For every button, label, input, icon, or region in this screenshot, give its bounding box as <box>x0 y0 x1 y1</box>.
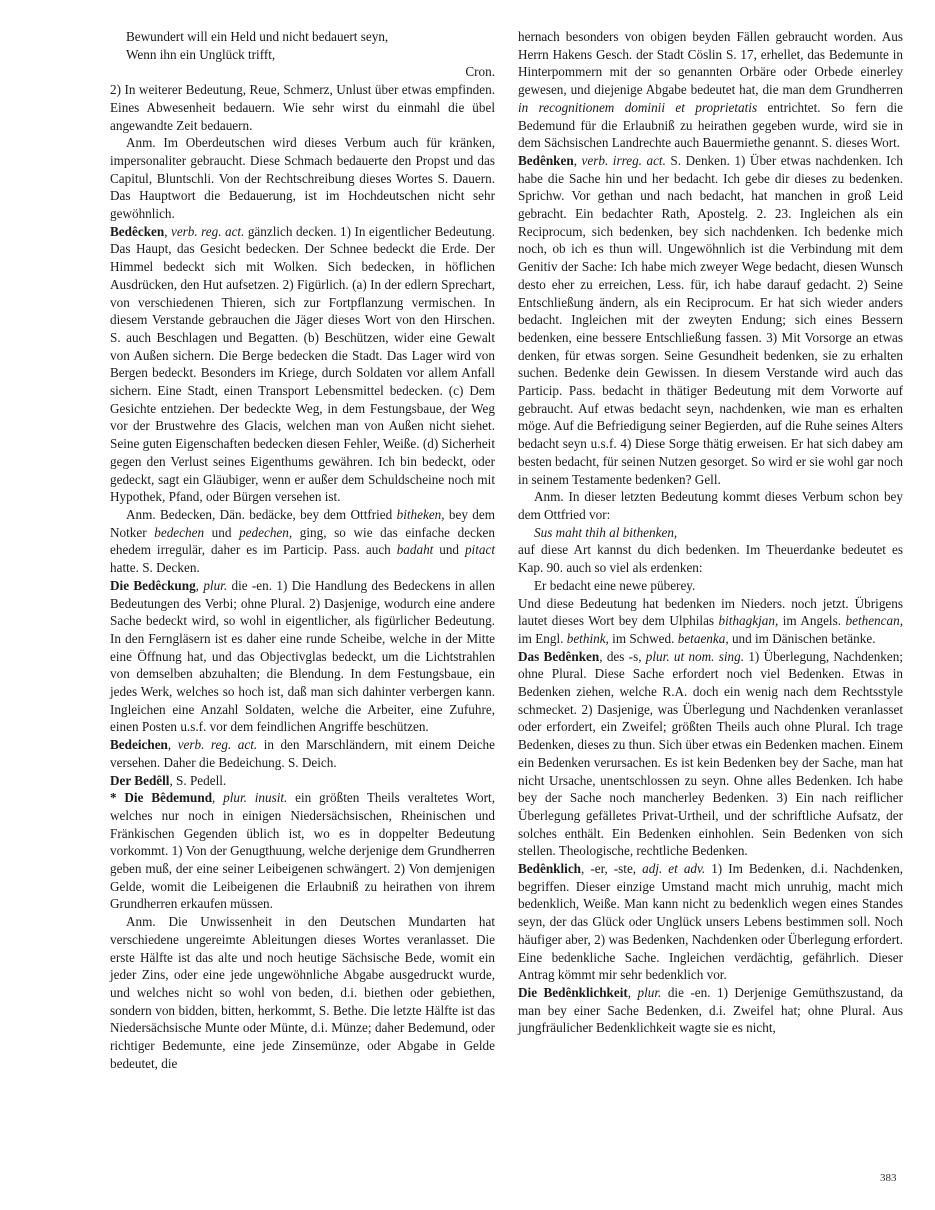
body-text: entrichtet. So fern die Bedemund für die Erlaubniß zu heirathen gegeben wurde, wird sie in dem Sächsischen Landrechte auch Bauermiethe genannt. S. dieses Wort. <box>518 99 903 151</box>
italic-text: bithagkjan, <box>718 613 779 629</box>
right-column <box>518 28 903 1037</box>
paragraph <box>518 28 903 152</box>
body-text: 1) Überlegung, Nachdenken; ohne Plural. Diese Sache erfordert noch viel Bedenken. Etwas in Bedenken ziehen, welche R.A. doch ein wenig nach dem Rechtsstyle schmecket. 2) Dasjenige, was Überlegung und Nachdenken veranlasset oder erfordert, ein Zweifel; größten Theils auch ohne Plural. Ich trage Bedenken, dieses zu thun. Sich über etwas ein Bedenken machen. Einem ein Bedenken verursachen. Es ist kein Bedenken bey der Sache, man hat nicht Ursache, unentschlossen zu seyn. Ohne alles Bedenken. Ich habe bey der Sache noch mancherley Bedenken. 3) Ein nach reiflicher Überlegung gefälletes Privat-Urtheil, und der schriftliche Aufsatz, der solches enthält. Ein Bedenken einhohlen. Sein Bedenken von sich stellen. Theologische, rechtliche Bedenken. <box>518 648 903 859</box>
entry-headword: Bedeichen <box>110 737 168 753</box>
body-text: , <box>627 984 638 1000</box>
body-text: , <box>573 152 582 168</box>
paragraph <box>110 736 495 771</box>
italic-text: bethencan, <box>845 613 903 629</box>
body-text: , <box>212 790 224 806</box>
body-text: 1) Im Bedenken, d.i. Nachdenken, begriffen. Dieser einzige Umstand macht mich unruhig, macht mich bedenklich, Weiße. Man kann nicht zu bedenklich wegen eines Standes seyn, der das Glück oder Unglück unsers Lebens bestimmen soll. Noch häufiger aber, 2) was Bedenken, Nachdenken oder Überlegung erfordert. Eine bedenkliche Sache. Ingleichen verdächtig, gefährlich. Dieser Antrag kömmt mir sehr bedenklich vor. <box>518 861 903 983</box>
citation <box>110 63 495 81</box>
entry-headword: Das Bedênken <box>518 648 600 664</box>
paragraph <box>518 595 903 648</box>
verse-line <box>518 577 903 595</box>
body-text: und <box>433 542 465 558</box>
body-text: Anm. In dieser letzten Bedeutung kommt dieses Verbum schon bey dem Ottfried vor: <box>518 489 903 522</box>
paragraph <box>518 152 903 488</box>
paragraph <box>518 488 903 523</box>
body-text: im Engl. <box>518 630 567 646</box>
paragraph <box>518 860 903 984</box>
italic-text: verb. irreg. act. <box>581 152 666 168</box>
entry-headword: Bedêcken <box>110 223 165 239</box>
italic-text: bedechen <box>154 524 205 540</box>
body-text: , S. Pedell. <box>169 772 227 788</box>
body-text: Cron. <box>465 64 495 80</box>
body-text: , des -s, <box>599 648 646 664</box>
body-text: , <box>195 577 204 593</box>
body-text: und <box>204 524 240 540</box>
entry-headword: Bedênken <box>518 152 574 168</box>
italic-text: betaenka, <box>677 630 729 646</box>
left-column <box>110 28 495 1072</box>
paragraph <box>518 648 903 860</box>
entry-headword: Die Bedênklichkeit <box>518 984 628 1000</box>
paragraph <box>110 81 495 134</box>
paragraph <box>110 772 495 790</box>
body-text: in den Marschländern, mit einem Deiche versehen. Daher die Bedeichung. S. Deich. <box>110 737 495 770</box>
paragraph <box>518 984 903 1037</box>
body-text: Anm. Im Oberdeutschen wird dieses Verbum auch für kränken, impersonaliter gebraucht. Diese Schmach bedauerte den Propst und das Capitul, Bluntschli. Von der Rechtschreibung dieses Wortes S. Dauern. Das Hauptwort die Bedauerung, ist im Hochdeutschen nicht sehr gewöhnlich. <box>110 135 495 222</box>
body-text: die -en. 1) Die Handlung des Bedeckens in allen Bedeutungen des Verbi; ohne Plural. 2) Dasjenige, wodurch eine andere Sache bedeckt wird, so wohl in eigentlicher, als figürlicher Bedeutung. In den Ferngläsern ist es daher eine runde Scheibe, welche in der Mitte eine Öffnung hat, und das Objectivglas bedeckt, um die Lichtstrahlen von demselben abzuhalten; die Blendung. In dem Festungsbaue, ein jedes Werk, welches so hoch ist, daß man sich dahinter verbergen kann. Ingleichen eine Anzahl Soldaten, welche die Arbeiter, eine Zufuhre, einen Posten u.s.f. vor dem feindlichen Angriffe beschützen. <box>110 577 496 735</box>
body-text: , <box>167 737 178 753</box>
body-text: hernach besonders von obigen beyden Fällen gebraucht worden. Aus Herrn Hakens Gesch. der Stadt Cöslin S. 17, erhellet, das Bedemunte in Hinterpommern mit der so genannten Orbäre oder Orbede einerley gewesen, und diejenige Abgabe bedeutet hat, die man dem Grundherren <box>518 29 903 98</box>
italic-text: pitact <box>464 542 495 558</box>
italic-text: Sus maht thih al bithenken, <box>534 524 678 540</box>
paragraph <box>110 506 495 577</box>
body-text: auf diese Art kannst du dich bedenken. Im Theuerdanke bedeutet es Kap. 90. auch so viel als erdenken: <box>518 542 903 576</box>
body-text: , -er, -ste, <box>581 861 643 877</box>
body-text: und im Dänischen betänke. <box>728 630 876 646</box>
body-text: Wenn ihn ein Unglück trifft, <box>126 46 276 62</box>
body-text: Anm. Die Unwissenheit in den Deutschen Mundarten hat verschiedene ungereimte Ableitungen dieses Wortes veranlasset. Die erste Hälfte ist das alte und noch heutige Sächsische Bede, womit ein jeder Zins, oder eine jede ungewöhnliche Abgabe ausgedruckt wurde, und welches nicht so wohl von beden, d.i. biethen oder gebiethen, sondern von bidden, bitten, herkommt, S. Bethe. Die letzte Hälfte ist das Niedersächsische Munte oder Münte, d.i. Münze; daher Bedemund, oder richtiger Bedemunte, eine jede Zinsemünze, oder Abgabe in Gelde bedeutet, die <box>110 914 495 1071</box>
entry-headword: * Die Bêdemund <box>110 790 213 806</box>
italic-text: bitheken, <box>396 506 445 522</box>
italic-text: plur. <box>637 984 662 1000</box>
verse-line <box>110 28 495 46</box>
body-text: Anm. Bedecken, Dän. bedäcke, bey dem Ottfried <box>126 506 397 522</box>
verse-line <box>518 524 903 542</box>
paragraph <box>518 541 903 576</box>
body-text: Und diese Bedeutung hat bedenken im Nieders. noch jetzt. Übrigens lautet dieses Wort bey dem Ulphilas <box>518 595 903 629</box>
body-text: gänzlich decken. 1) In eigentlicher Bedeutung. Das Haupt, das Gesicht bedecken. Der Schnee bedeckt die Erde. Der Himmel bedeckt sich mit Wolken. Sich bedecken, in höflichen Ausdrücken, den Hut aufsetzen. 2) Figürlich. (a) In der edlern Sprechart, von verschiedenen Thieren, sich zur Fortpflanzung vermischen. In diesem Verstande gebrauchen die Jäger dieses Wort von den Hirschen. S. auch Beschlagen und Begatten. (b) Beschützen, wider eine Gewalt von Außen sichern. Die Berge bedecken die Stadt. Das Lager wird von Bergen bedeckt. Besonders im Kriege, durch Soldaten vor allem Anfall sichern. Eine Stadt, einen Transport Lebensmittel bedecken. (c) Dem Gesichte entziehen. Der bedeckte Weg, in dem Festungsbaue, der Weg vor der Brustwehre des Glacis, welchen man von Außen nicht siehet. Seine guten Eigenschaften bedecken diesen Fehler, Weiße. (d) Sicherheit gegen den Verlust seines Eigenthums gewähren. Ich bin bedeckt, oder gedeckt, sagt ein Gläubiger, wenn er außer dem Schuldscheine noch mit Hypothek, Pfand, oder Bürgen versehen ist. <box>110 223 496 505</box>
italic-text: in recognitionem dominii et proprietatis <box>518 99 758 115</box>
body-text: bey dem Notker <box>110 506 495 540</box>
body-text: im Angels. <box>778 613 846 629</box>
italic-text: verb. reg. act. <box>170 223 245 239</box>
page-number: 383 <box>880 1172 897 1184</box>
italic-text: plur. <box>203 577 228 593</box>
paragraph <box>110 577 495 736</box>
italic-text: plur. inusit. <box>223 790 288 806</box>
body-text: S. Denken. 1) Über etwas nachdenken. Ich habe die Sache hin und her bedacht. Ich gebe dir dieses zu bedenken. Sprichw. Vor gethan und nach bedacht, hat manchen in groß Leid gebracht. Ein bedachter Rath, Apostelg. 2. 23. Ingleichen als ein Reciprocum, sich bedenken, bey sich nachdenken. Ich bedenke mich noch, ob ich es thun will. Ungewöhnlich ist die Verbindung mit dem Genitiv der Sache: Ich habe mich zweyer Wege bedacht, diesen Wunsch desto eher zu erreichen, Less. für, ich habe darauf gedacht. 2) Seine Entschließung ändern, als ein Reciprocum. Er hat sich wieder anders bedacht. Ingleichen mit der zweyten Endung; sich eines Bessern bedenken, eine bessere Entschließung fassen. 3) Mit Vorsorge an etwas denken, für etwas sorgen. Seine Gesundheit bedenken, sie zu erhalten suchen. Bedenke dein Gewissen. In diesem Verstande wird auch das Particip. Pass. bedacht in thätiger Bedeutung mit dem Vorworte auf gebraucht. Auf etwas bedacht seyn, nachdenken, wie man es erhalten möge. Auf die Befriedigung seiner Begierden, auf die Ruhe seines Alters bedacht seyn u.s.f. 4) Diese Sorge thätig erweisen. Er hat sich dabey am besten bedacht, für seinen Nutzen gesorget. So wird er sie wohl gar noch in seinem Testamente bedenken? Gell. <box>518 152 903 487</box>
body-text: ging, so wie das einfache decken ehedem irregulär, daher es im Particip. Pass. auch <box>110 524 495 558</box>
entry-headword: Der Bedêll <box>110 772 170 788</box>
italic-text: bethink, <box>566 630 609 646</box>
paragraph <box>110 789 495 913</box>
italic-text: pedechen, <box>239 524 293 540</box>
entry-headword: Die Bedêckung <box>110 577 196 593</box>
italic-text: adj. et adv. <box>642 861 706 877</box>
paragraph <box>110 913 495 1072</box>
body-text: hatte. S. Decken. <box>110 560 200 576</box>
entry-headword: Bedênklich <box>518 861 582 877</box>
body-text: Er bedacht eine newe püberey. <box>534 577 696 593</box>
body-text: ein größten Theils veraltetes Wort, welches nur noch in einigen Niedersächsischen, Rheinischen und Fränkischen Gegenden üblich ist, wo es in doppelter Bedeutung vorkommt. 1) Von der Genugthuung, welche derjenige dem Grundherren geben muß, der eine seiner Leibeigenen schwängert. 2) Von demjenigen Gelde, womit die Leibeigenen die Erlaubniß zu heirathen von ihrem Grundherren erkaufen müssen. <box>110 790 495 912</box>
body-text: 2) In weiterer Bedeutung, Reue, Schmerz, Unlust über etwas empfinden. Eines Abwesenheit bedauern. Wie sehr wirst du einmahl die übel angewandte Zeit bedauern. <box>110 82 495 133</box>
body-text: Bewundert will ein Held und nicht bedauert seyn, <box>126 29 389 44</box>
body-text: im Schwed. <box>608 630 678 646</box>
italic-text: verb. reg. act. <box>177 737 258 753</box>
body-text: , <box>164 223 171 239</box>
verse-line <box>110 46 495 64</box>
italic-text: plur. ut nom. sing. <box>645 648 745 664</box>
paragraph <box>110 223 495 506</box>
italic-text: badaht <box>396 542 434 558</box>
body-text: die -en. 1) Derjenige Gemüthszustand, da man bey einer Sache Bedenken, d.i. Zweifel hat; ohne Plural. Aus jungfräulicher Bedenklichkeit wagte sie es nicht, <box>518 984 903 1036</box>
paragraph <box>110 134 495 223</box>
